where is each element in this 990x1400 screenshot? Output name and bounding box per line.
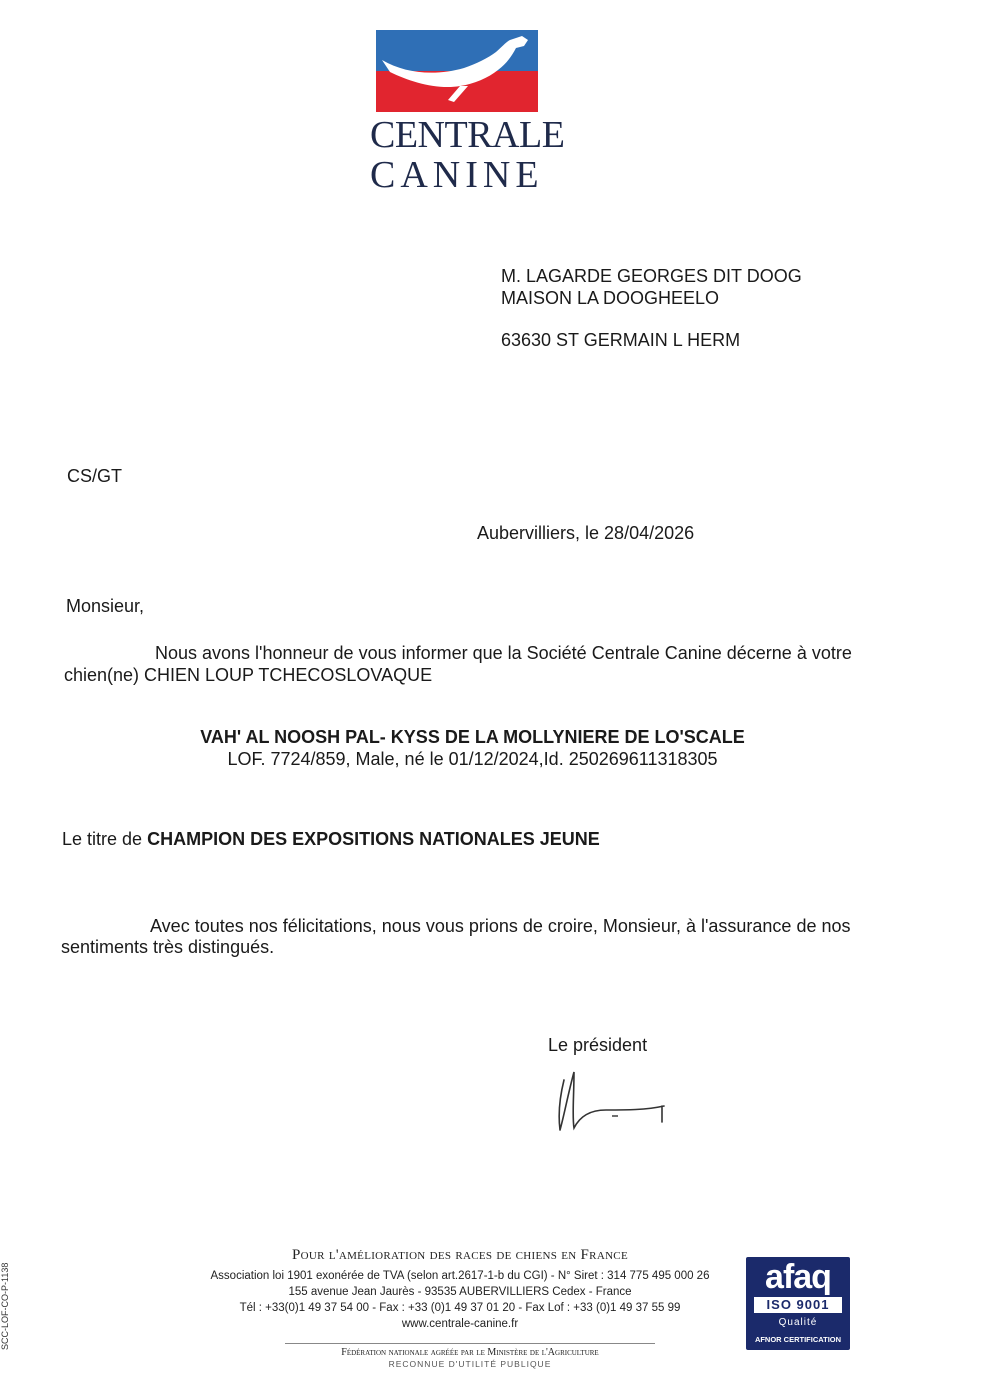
recipient-house: MAISON LA DOOGHEELO [501, 288, 720, 308]
dog-name: VAH' AL NOOSH PAL- KYSS DE LA MOLLYNIERE DE LO'SCALE [200, 727, 745, 747]
centrale-canine-logo [376, 30, 538, 112]
paragraph1-line2: chien(ne) CHIEN LOUP TCHECOSLOVAQUE [64, 665, 433, 685]
footer-website: www.centrale-canine.fr [401, 1318, 519, 1330]
side-document-code: SCC-LOF-CO-P-1138 [0, 1262, 10, 1350]
afaq-word: afaq [765, 1258, 831, 1296]
signer-title: Le président [548, 1035, 648, 1055]
afaq-iso: ISO 9001 [754, 1297, 842, 1313]
title-prefix: Le titre de [62, 829, 143, 849]
afaq-iso-badge [746, 1257, 850, 1350]
afaq-quality: Qualité [778, 1317, 818, 1328]
paragraph2-line1: Avec toutes nos félicitations, nous vous prions de croire, Monsieur, à l'assurance de nos [150, 916, 851, 936]
title-value: CHAMPION DES EXPOSITIONS NATIONALES JEUNE [147, 829, 600, 849]
recipient-name: M. LAGARDE GEORGES DIT DOOG [501, 266, 802, 286]
brand-line-2: CANINE [370, 154, 544, 196]
signature-mark [550, 1066, 670, 1136]
recipient-city: 63630 ST GERMAIN L HERM [501, 330, 741, 350]
brand-line-1: CENTRALE [370, 114, 565, 156]
footer-association: Association loi 1901 exonérée de TVA (selon art.2617-1-b du CGI) - N° Siret : 314 775 495 000 26 [210, 1270, 710, 1282]
footer-phones: Tél : +33(0)1 49 37 54 00 - Fax : +33 (0)1 49 37 01 20 - Fax Lof : +33 (0)1 49 37 55 99 [239, 1302, 681, 1314]
paragraph2-line2: sentiments très distingués. [61, 937, 275, 957]
dog-details: LOF. 7724/859, Male, né le 01/12/2024,Id. 250269611318305 [227, 749, 718, 769]
footer-address: 155 avenue Jean Jaurès - 93535 AUBERVILLIERS Cedex - France [288, 1286, 632, 1298]
paragraph1-line1: Nous avons l'honneur de vous informer que la Société Centrale Canine décerne à votre [155, 643, 852, 663]
footer-federation: Fédération nationale agréée par le Ministère de l'Agriculture [341, 1347, 599, 1358]
reference-code: CS/GT [67, 466, 123, 486]
afaq-cert: AFNOR CERTIFICATION [754, 1335, 842, 1344]
footer-tagline: Pour l'amélioration des races de chiens en France [292, 1247, 628, 1263]
footer-separator [285, 1343, 655, 1344]
footer-recognition: RECONNUE D'UTILITÉ PUBLIQUE [388, 1359, 552, 1369]
title-line [62, 829, 600, 850]
date-line: Aubervilliers, le 28/04/2026 [477, 523, 695, 543]
salutation: Monsieur, [66, 596, 145, 616]
